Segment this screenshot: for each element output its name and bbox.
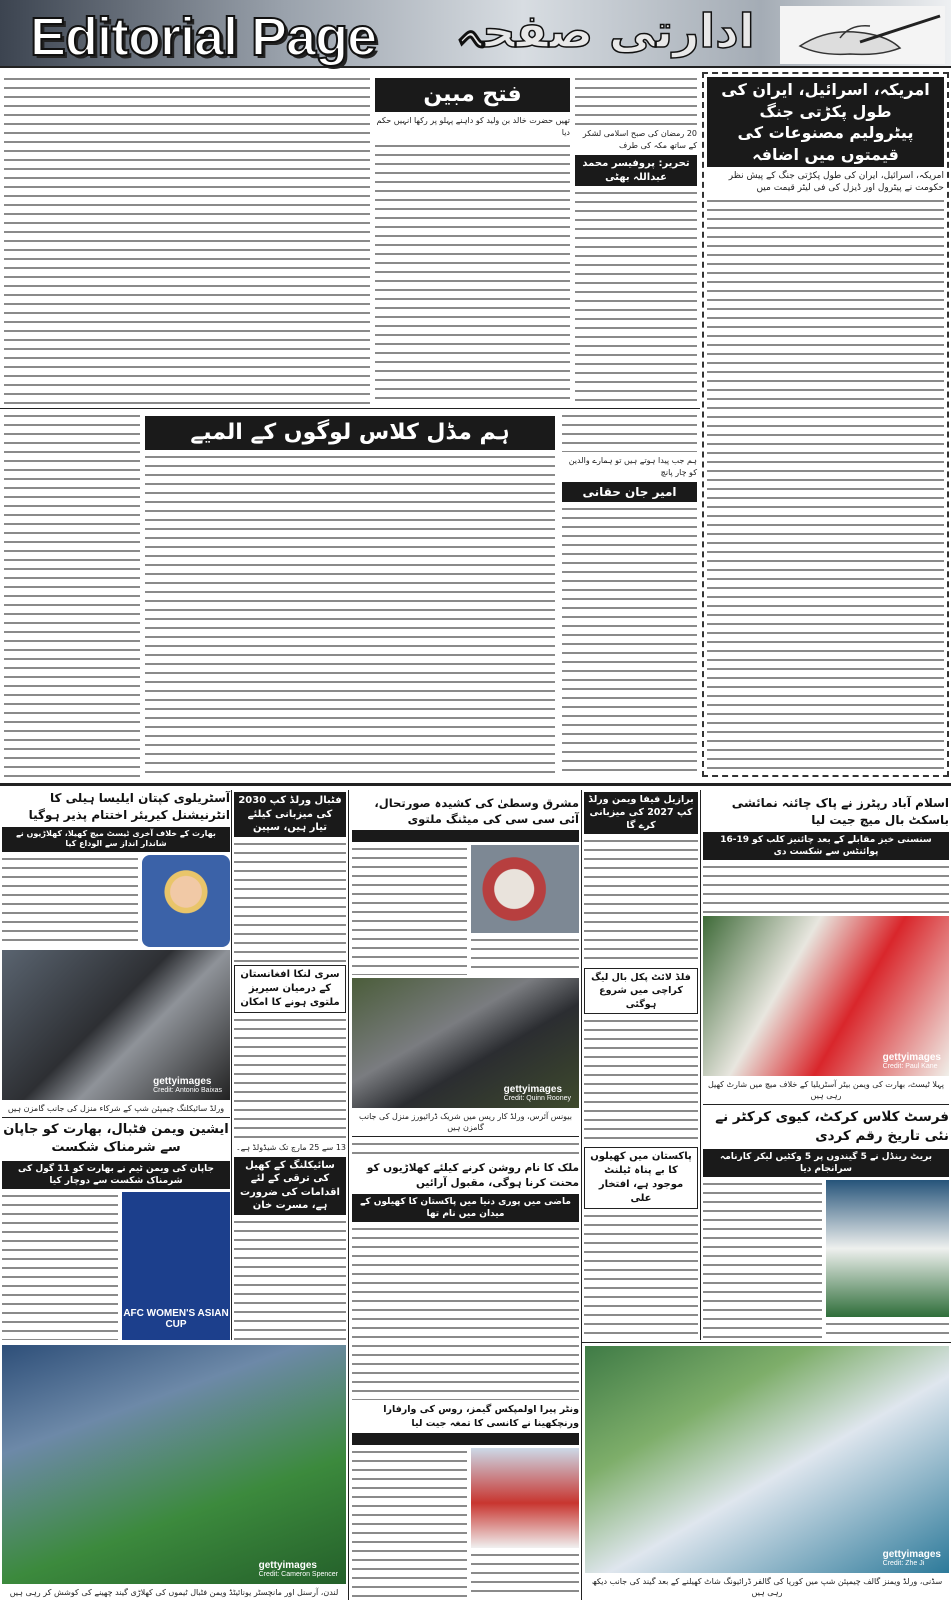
first-class-row: [703, 1180, 949, 1340]
brazil-headline: برازیل فیفا ویمن ورلڈ کپ 2027 کی میزبانی کرے گا: [584, 792, 698, 834]
asian-women-sub: جاپان کی ویمن ٹیم نے بھارت کو 11 گول کی شرمناک شکست سے دوچار کیا: [2, 1161, 230, 1189]
f1-caption: بیونس آئرس، ورلڈ کار ریس میں شریک ڈرائیورز منزل کی جانب گامزن ہیں: [359, 1112, 572, 1133]
fateh-lead: تھیں حضرت خالد بن ولید کو داہنے پہلو پر رکھا انہیں حکم دیا: [376, 115, 570, 137]
first-class-body-left: [703, 1180, 822, 1340]
fateh-body-top-right: [575, 75, 697, 125]
fateh-lead-2: 20 رمضان کی صبح اسلامی لشکر کے ساتھ مکہ کی طرف: [582, 129, 697, 150]
masthead-title-ur: ادارتی صفحہ: [455, 4, 755, 58]
photo-credit: gettyimages Credit: Quinn Rooney: [503, 1084, 571, 1103]
womens-football-photo: [2, 1345, 346, 1584]
first-class-photo-stack: [826, 1180, 949, 1340]
winter-body: [352, 1448, 467, 1598]
petroleum-headline-line1: امریکہ، اسرائیل، ایران کی طول پکڑتی جنگ: [721, 80, 930, 121]
skier-photo: [471, 1448, 579, 1548]
middle-class-mid-column: [145, 416, 555, 777]
country-name-sub: ماضی میں پوری دنیا میں پاکستان کا کھیلوں کے میدان میں نام تھا: [352, 1194, 579, 1222]
basketball-sub: سنسنی خیز مقابلے کے بعد چائنیز کلب کو 19-16 پوائنٹس سے شکست دی: [703, 832, 949, 860]
talent-headline: پاکستان میں کھیلوں کا بے پناہ ٹیلنٹ موجود ہے، افتخار علی: [584, 1147, 698, 1209]
talent-body: [584, 1212, 698, 1340]
brazil-body: [584, 837, 698, 965]
middle-east-row: [352, 845, 579, 975]
petroleum-news-box: [702, 72, 949, 777]
middle-class-body-right: [562, 505, 697, 777]
divider: [703, 1104, 949, 1105]
fateh-body-right: [575, 189, 697, 405]
golf-photo-block: [585, 1346, 949, 1598]
srilanka-body: [234, 1016, 346, 1139]
middle-class-byline: امیر جان حقانی: [562, 482, 697, 502]
fifa-2030-body: [234, 840, 346, 963]
divider: [700, 790, 701, 1340]
floodlight-body: [584, 1017, 698, 1145]
srilanka-headline: سری لنکا افغانستان کے درمیان سیریز ملتوی ہونے کا امکان: [234, 965, 346, 1013]
fateh-left-column: [4, 75, 370, 405]
first-class-sub: بریٹ رینڈل نے 5 گیندوں پر 5 وکٹیں لیکر کارنامہ سرانجام دیا: [703, 1149, 949, 1177]
sports-column-c: [352, 795, 579, 1598]
middle-east-body-2: [471, 936, 579, 975]
alyssa-healy-photo: [142, 855, 230, 947]
middle-class-lead: ہم جب پیدا ہوتے ہیں تو ہمارے والدین کو چار پانچ: [568, 456, 697, 477]
fateh-mubeen-headline: فتح مبین: [375, 78, 570, 112]
divider: [231, 790, 232, 1340]
middle-class-body-mid: [145, 453, 555, 777]
middle-east-body: [352, 845, 467, 975]
cricket-batter-caption: پہلا ٹیسٹ، بھارت کی ویمن بیٹر آسٹریلیا کے خلاف میچ میں شارٹ کھیل رہی ہیں: [707, 1079, 945, 1100]
bowler-photo: [826, 1180, 949, 1317]
fateh-byline: تحریر: پروفیسر محمد عبداللہ بھٹی: [575, 155, 697, 186]
divider: [581, 790, 582, 1600]
middle-class-headline: ہم مڈل کلاس لوگوں کے المیے: [145, 416, 555, 450]
cycling-dev-body: [234, 1218, 346, 1341]
first-class-body-right: [826, 1320, 949, 1340]
asian-women-row: [2, 1192, 230, 1340]
divider: [0, 408, 700, 409]
australia-sub: بھارت کے خلاف آخری ٹیسٹ میچ کھیلا، کھلاڑیوں نے شاندار انداز سے الوداع کیا: [2, 827, 230, 853]
winter-body-2: [471, 1551, 579, 1598]
petroleum-lead: امریکہ، اسرائیل، ایران کی طول پکڑتی جنگ کے پیش نظر حکومت نے پیٹرول اور ڈیزل کی فی لیٹر قیمت میں: [728, 171, 944, 194]
country-name-headline: ملک کا نام روشن کرنے کیلئے کھلاڑیوں کو محنت کرنا ہوگی، مقبول آرائیں: [366, 1162, 579, 1189]
divider: [2, 1117, 230, 1118]
floodlight-headline: فلڈ لائٹ پکل بال لیگ کراچی میں شروع ہوگئی: [584, 968, 698, 1014]
cycling-dev-headline: سائیکلنگ کے کھیل کی ترقی کے لئے اقدامات کی ضرورت ہے، مسرت خان: [234, 1157, 346, 1215]
sports-column-d: [584, 792, 698, 1340]
cricket-ball-photo: [471, 845, 579, 933]
first-class-headline: فرسٹ کلاس کرکٹ، کیوی کرکٹر نے نئی تاریخ رقم کردی: [715, 1108, 949, 1144]
divider: [348, 790, 349, 1600]
basketball-body: [703, 863, 949, 913]
afc-womens-asian-cup-logo: AFC WOMEN'S ASIAN CUP: [122, 1192, 230, 1340]
divider: [582, 1342, 951, 1343]
masthead: [0, 0, 951, 68]
fifa-2030-headline: فٹبال ورلڈ کپ 2030 کی میزبانی کیلئے تیار ہیں، سپین: [234, 792, 346, 837]
petroleum-headline-line2: پیٹرولیم مصنوعات کی قیمتوں میں اضافہ: [737, 123, 914, 164]
masthead-title-en: Editorial Page: [30, 7, 377, 67]
asian-women-body: [2, 1192, 118, 1340]
f1-race-photo: [352, 978, 579, 1108]
australia-headline: آسٹریلوی کپتان ایلیسا ہیلی کا انٹرنیشنل کیریئر اختتام پذیر ہوگیا: [28, 791, 230, 822]
petroleum-headline: [707, 77, 944, 167]
petroleum-body-text: [707, 197, 944, 772]
fateh-mid-column: [375, 78, 570, 405]
football-photo-block: [2, 1345, 346, 1598]
photo-credit: gettyimages Credit: Antonio Baixas: [153, 1076, 222, 1095]
middle-east-sub: [352, 830, 579, 842]
middle-class-body-left: [4, 412, 140, 777]
divider: [352, 1136, 579, 1137]
golf-caption: سڈنی، ورلڈ ویمنز گالف چیمپئن شپ میں کوریا کی گالفر ڈرائیونگ شاٹ کھیلنے کے بعد گیند کی جانب دیکھ رہی ہیں: [591, 1577, 943, 1597]
winter-row: [352, 1448, 579, 1598]
sports-column-a: [2, 790, 230, 1340]
f1-body: [352, 1140, 579, 1158]
srilanka-lead: 13 سے 25 مارچ تک شیڈولڈ ہے۔: [235, 1142, 346, 1152]
cycling-caption: ورلڈ سائیکلنگ چیمپئن شپ کے شرکاء منزل کی جانب گامزن ہیں: [7, 1104, 225, 1114]
australia-body: [2, 855, 138, 947]
middle-east-headline: مشرق وسطیٰ کی کشیدہ صورتحال، آئی سی سی کی میٹنگ ملتوی: [374, 796, 579, 827]
photo-credit: gettyimages Credit: Paul Kane: [882, 1051, 941, 1070]
photo-credit: gettyimages Credit: Cameron Spencer: [258, 1560, 338, 1578]
hand-writing-pen-icon: [780, 6, 945, 64]
fateh-body-mid: [375, 142, 570, 405]
basketball-headline: اسلام آباد رپٹرز نے پاک چائنہ نمائشی باسکٹ بال میچ جیت لیا: [731, 796, 949, 827]
sports-column-b: [234, 792, 346, 1340]
cycling-photo: [2, 950, 230, 1100]
football-caption: لندن، آرسنل اور مانچسٹر یونائیٹڈ ویمن فٹبال ٹیموں کی کھلاڑی گیند چھینے کی کوشش کر رہی ہیں: [9, 1588, 339, 1597]
middle-class-left-column: [4, 412, 140, 777]
fateh-body-left: [4, 75, 370, 405]
winter-photo-stack: [471, 1448, 579, 1598]
country-name-body: [352, 1225, 579, 1401]
sports-column-e: [703, 795, 949, 1340]
golf-photo: [585, 1346, 949, 1573]
middle-class-right-column: [562, 412, 697, 777]
fateh-right-column: [575, 75, 697, 405]
winter-headline: ونٹر پیرا اولمپکس گیمز، روس کی وارفارا ورنچکھینا نے کانسی کا تمغہ جیت لیا: [383, 1404, 579, 1429]
middle-class-body-top-right: [562, 412, 697, 452]
asian-women-headline: ایشین ویمن فٹبال، بھارت کو جاپان سے شرمناک شکست: [3, 1122, 229, 1156]
cricket-batter-photo: [703, 916, 949, 1076]
middle-east-photo-stack: [471, 845, 579, 975]
photo-credit: gettyimages Credit: Zhe Ji: [882, 1549, 941, 1567]
australia-row: [2, 855, 230, 947]
section-divider: [0, 783, 951, 786]
winter-sub: [352, 1433, 579, 1445]
